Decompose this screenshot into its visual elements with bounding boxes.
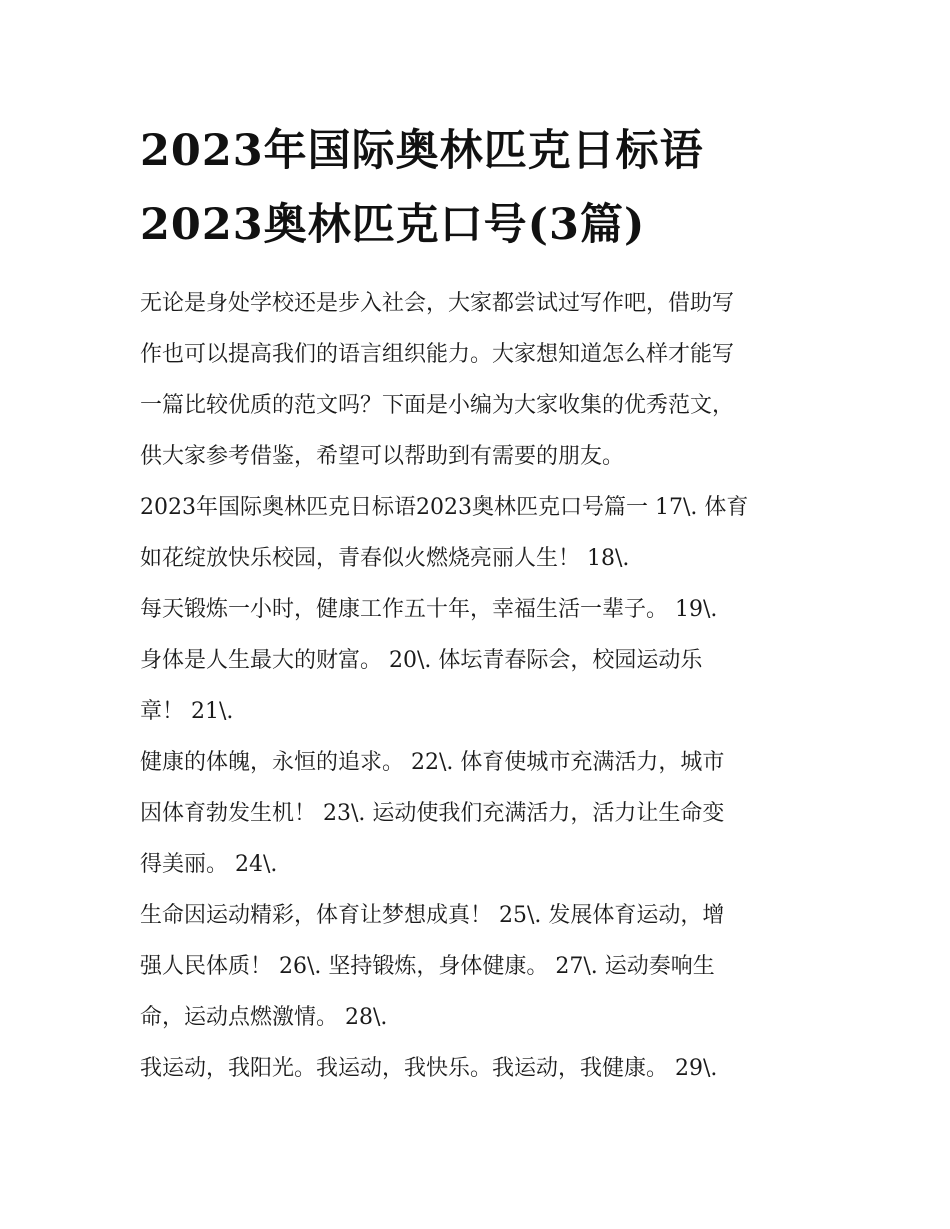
body-line: 因体育勃发生机！ 23\. 运动使我们充满活力，活力让生命变 — [140, 801, 725, 826]
document-title — [140, 114, 840, 262]
body-line: 强人民体质！ 26\. 坚持锻炼，身体健康。 27\. 运动奏响生 — [140, 954, 715, 979]
body-line: 无论是身处学校还是步入社会，大家都尝试过写作吧，借助写 — [140, 291, 735, 316]
body-line: 命，运动点燃激情。 28\. — [140, 1005, 388, 1030]
body-line: 作也可以提高我们的语言组织能力。大家想知道怎么样才能写 — [140, 342, 735, 367]
body-line: 2023年国际奥林匹克日标语2023奥林匹克口号篇一 17\. 体育 — [140, 495, 749, 520]
body-line: 我运动，我阳光。我运动，我快乐。我运动，我健康。 29\. — [140, 1056, 718, 1081]
document-body — [140, 278, 830, 1094]
body-line: 章！ 21\. — [140, 699, 234, 724]
body-line: 身体是人生最大的财富。 20\. 体坛青春际会，校园运动乐 — [140, 648, 703, 673]
body-line: 供大家参考借鉴，希望可以帮助到有需要的朋友。 — [140, 444, 625, 469]
title-line-2: 2023奥林匹克口号(3篇) — [140, 200, 646, 250]
body-line: 得美丽。 24\. — [140, 852, 278, 877]
body-line: 生命因运动精彩，体育让梦想成真！ 25\. 发展体育运动，增 — [140, 903, 725, 928]
body-line: 一篇比较优质的范文吗？下面是小编为大家收集的优秀范文， — [140, 393, 735, 418]
body-line: 健康的体魄，永恒的追求。 22\. 体育使城市充满活力，城市 — [140, 750, 725, 775]
body-line: 如花绽放快乐校园，青春似火燃烧亮丽人生！ 18\. — [140, 546, 630, 571]
body-line: 每天锻炼一小时，健康工作五十年，幸福生活一辈子。 19\. — [140, 597, 718, 622]
title-line-1: 2023年国际奥林匹克日标语 — [140, 126, 704, 176]
